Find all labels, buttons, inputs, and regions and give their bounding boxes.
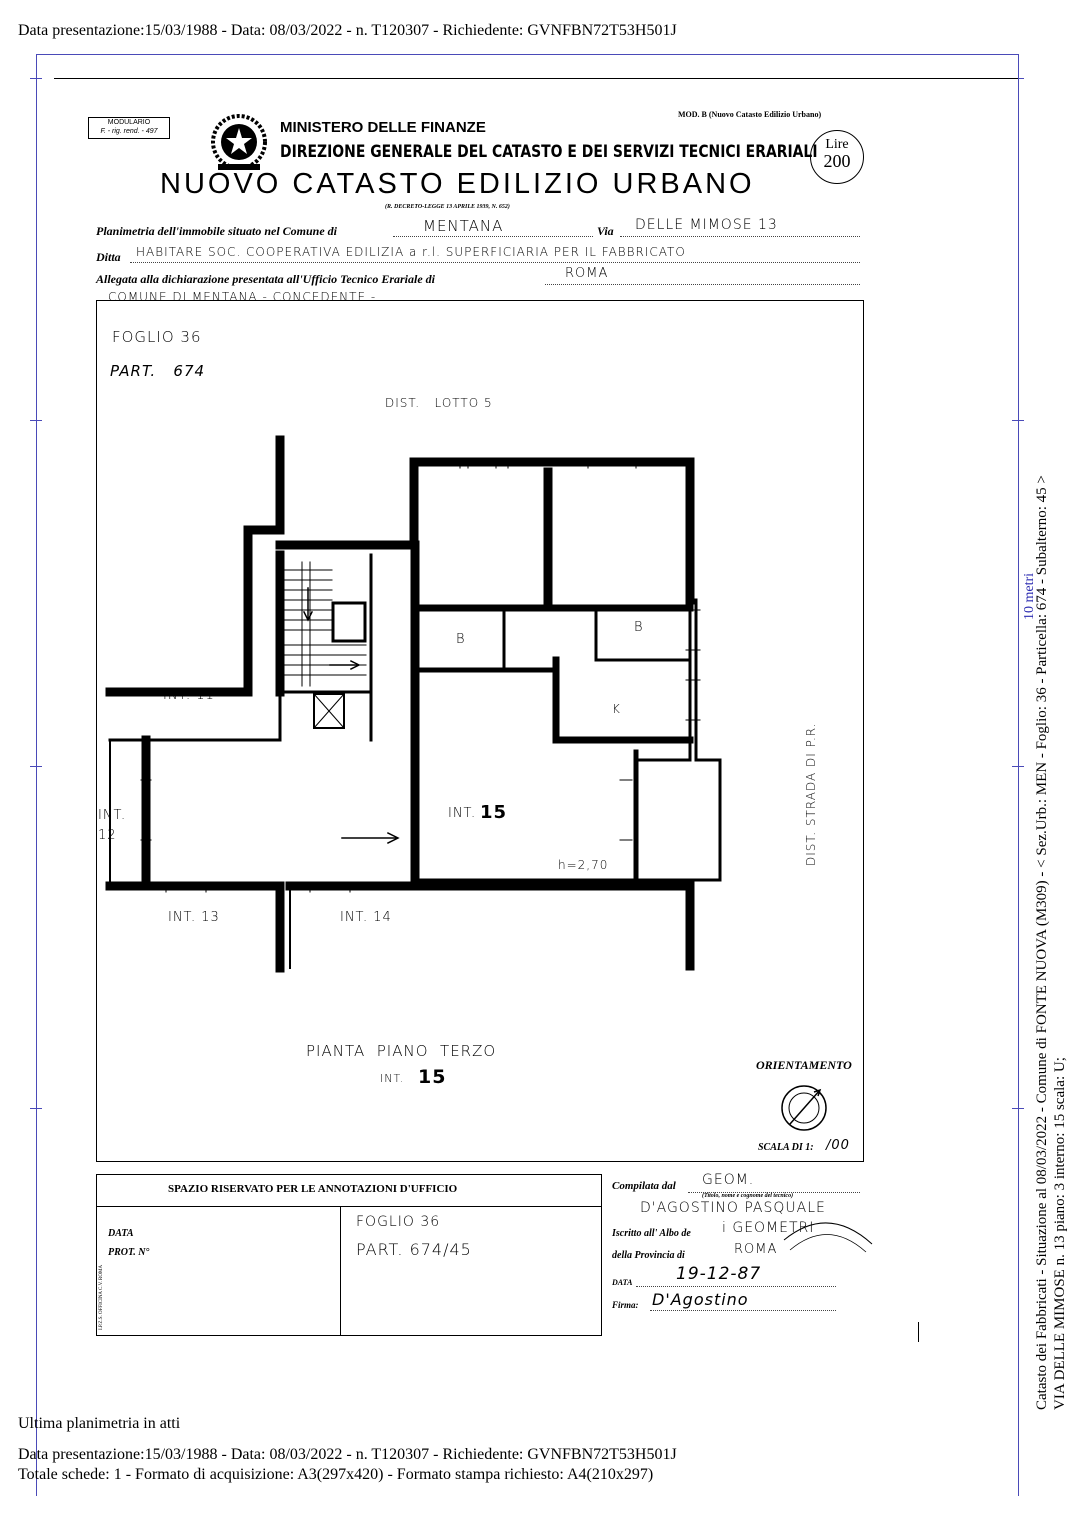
- modulario-line1: MODULARIO: [107, 119, 151, 126]
- frame-tick: [30, 1108, 42, 1109]
- data-value: 19-12-87: [676, 1264, 762, 1284]
- comune-line: [393, 236, 593, 237]
- albo-value: i GEOMETRI: [722, 1220, 815, 1236]
- side-cadastral-line: Catasto dei Fabbricati - Situazione al 08/03/2022 - Comune di FONTE NUOVA (M309) - < Sez.Urb.: MEN - Foglio: 36 - Particella: 674 - Subalterno: 45 >: [1034, 475, 1050, 1410]
- footer-line2: Totale schede: 1 - Formato di acquisizione: A3(297x420) - Formato stampa richiesto: A4(210x297): [18, 1466, 654, 1483]
- scale-bar: [1018, 412, 1019, 764]
- plan-part: PART. 674: [110, 362, 206, 380]
- comune-value: MENTANA: [423, 217, 504, 235]
- frame-top: [36, 54, 1019, 55]
- plan-title-int-a: INT.: [380, 1072, 405, 1085]
- office-part: PART. 674/45: [356, 1240, 472, 1259]
- compass-icon: [778, 1082, 830, 1134]
- modulario-box: [88, 117, 170, 139]
- office-side-print: I.P.Z.S. OFFICINA C.V. ROMA: [99, 1264, 104, 1330]
- provincia-label: della Provincia di: [612, 1250, 685, 1261]
- room-bath-2: B: [634, 620, 644, 635]
- int-15-label-b: 15: [480, 802, 508, 823]
- catasto-title: NUOVO CATASTO EDILIZIO URBANO: [160, 168, 755, 200]
- frame-tick: [30, 78, 42, 79]
- office-box-divider: [96, 1206, 602, 1207]
- dist-strada-label: DIST. STRADA DI P.R.: [804, 722, 818, 866]
- via-value: DELLE MIMOSE 13: [635, 217, 778, 233]
- lire-stamp: [810, 130, 864, 184]
- int-11-label: INT. 11: [163, 688, 215, 703]
- data-label: DATA: [612, 1278, 633, 1287]
- via-label: Via: [597, 224, 614, 238]
- ditta-line: [130, 262, 860, 263]
- ditta-label: Ditta: [96, 250, 121, 264]
- ministry-direction: DIREZIONE GENERALE DEL CATASTO E DEI SERVIZI TECNICI ERARIALI: [280, 142, 818, 162]
- plan-title-int-b: 15: [418, 1066, 447, 1088]
- frame-tick: [30, 420, 42, 421]
- compilata-subnote: (Titolo, nome e cognome del tecnico): [702, 1193, 794, 1199]
- plan-title: PIANTA PIANO TERZO: [306, 1042, 497, 1060]
- albo-label: Iscritto all' Albo de: [612, 1228, 691, 1239]
- plan-dist-lotto: DIST. LOTTO 5: [385, 396, 493, 410]
- ditta-value: HABITARE SOC. COOPERATIVA EDILIZIA a r.l. SUPERFICIARIA PER IL FABBRICATO: [136, 245, 686, 259]
- frame-tick: [30, 766, 42, 767]
- int-15-label-a: INT.: [448, 806, 477, 821]
- firma-label: Firma:: [612, 1300, 639, 1310]
- scala-label: SCALA DI 1:: [758, 1142, 814, 1153]
- office-data-label: DATA: [108, 1228, 134, 1239]
- via-line: [620, 236, 860, 237]
- footer-ultima: Ultima planimetria in atti: [18, 1415, 181, 1432]
- page-right-mark: [918, 1322, 919, 1342]
- floor-plan-drawing: [96, 300, 864, 1162]
- modulario-line2: F. - rig. rend. - 497: [100, 128, 158, 135]
- concedente-line: COMUNE DI MENTANA - CONCEDENTE -: [108, 290, 377, 304]
- decree-line: (R. DECRETO-LEGGE 13 APRILE 1939, N. 652): [385, 204, 510, 210]
- lire-value: 200: [823, 151, 851, 171]
- republic-emblem-icon: [210, 112, 268, 172]
- room-bath-1: B: [456, 632, 466, 647]
- plan-foglio: FOGLIO 36: [112, 328, 202, 346]
- footer-line1: Data presentazione:15/03/1988 - Data: 08/03/2022 - n. T120307 - Richiedente: GVNFBN72T53H501J: [18, 1446, 677, 1463]
- compilata-name: D'AGOSTINO PASQUALE: [640, 1200, 826, 1216]
- room-height: h=2,70: [558, 858, 609, 872]
- int-13-label: INT. 13: [168, 910, 220, 925]
- frame-tick: [1012, 1108, 1024, 1109]
- side-address-line: VIA DELLE MIMOSE n. 13 piano: 3 interno: 15 scala: U;: [1052, 1057, 1068, 1410]
- compilata-title: GEOM.: [702, 1172, 755, 1188]
- allegata-label: Allegata alla dichiarazione presentata all'Ufficio Tecnico Erariale di: [96, 272, 435, 286]
- ministry-name: MINISTERO DELLE FINANZE: [280, 119, 486, 136]
- ufficio-line: [545, 284, 860, 285]
- provincia-value: ROMA: [734, 1242, 778, 1257]
- office-box: [96, 1174, 602, 1336]
- mod-label: MOD. B (Nuovo Catasto Edilizio Urbano): [678, 110, 822, 119]
- office-foglio: FOGLIO 36: [356, 1214, 441, 1230]
- frame-tick: [1012, 766, 1024, 767]
- frame-right: [1018, 54, 1019, 1496]
- int-12-label-a: INT.: [98, 808, 127, 823]
- geometer-stamp-icon: [780, 1210, 876, 1280]
- scale-bar-label: 10 metri: [1022, 572, 1037, 620]
- compilata-label: Compilata dal: [612, 1180, 676, 1192]
- firma-signature: D'Agostino: [652, 1290, 749, 1309]
- office-title: SPAZIO RISERVATO PER LE ANNOTAZIONI D'UFFICIO: [168, 1183, 458, 1195]
- int-14-label: INT. 14: [340, 910, 392, 925]
- room-kitchen: K: [612, 702, 621, 716]
- ufficio-value: ROMA: [565, 266, 609, 281]
- firma-line: [650, 1310, 836, 1311]
- office-box-vdivider: [340, 1206, 341, 1336]
- header-line: Data presentazione:15/03/1988 - Data: 08/03/2022 - n. T120307 - Richiedente: GVNFBN72T53H501J: [18, 22, 677, 39]
- int-12-label-b: 12: [98, 828, 117, 843]
- planimetria-label: Planimetria dell'immobile situato nel Comune di: [96, 224, 338, 238]
- orientamento-label: ORIENTAMENTO: [756, 1058, 852, 1072]
- office-prot-label: PROT. N°: [108, 1247, 150, 1258]
- scala-value: /00: [826, 1138, 850, 1153]
- top-rule: [54, 78, 1018, 79]
- data-line: [636, 1286, 836, 1287]
- frame-left: [36, 54, 37, 1496]
- lire-label: Lire: [825, 137, 849, 152]
